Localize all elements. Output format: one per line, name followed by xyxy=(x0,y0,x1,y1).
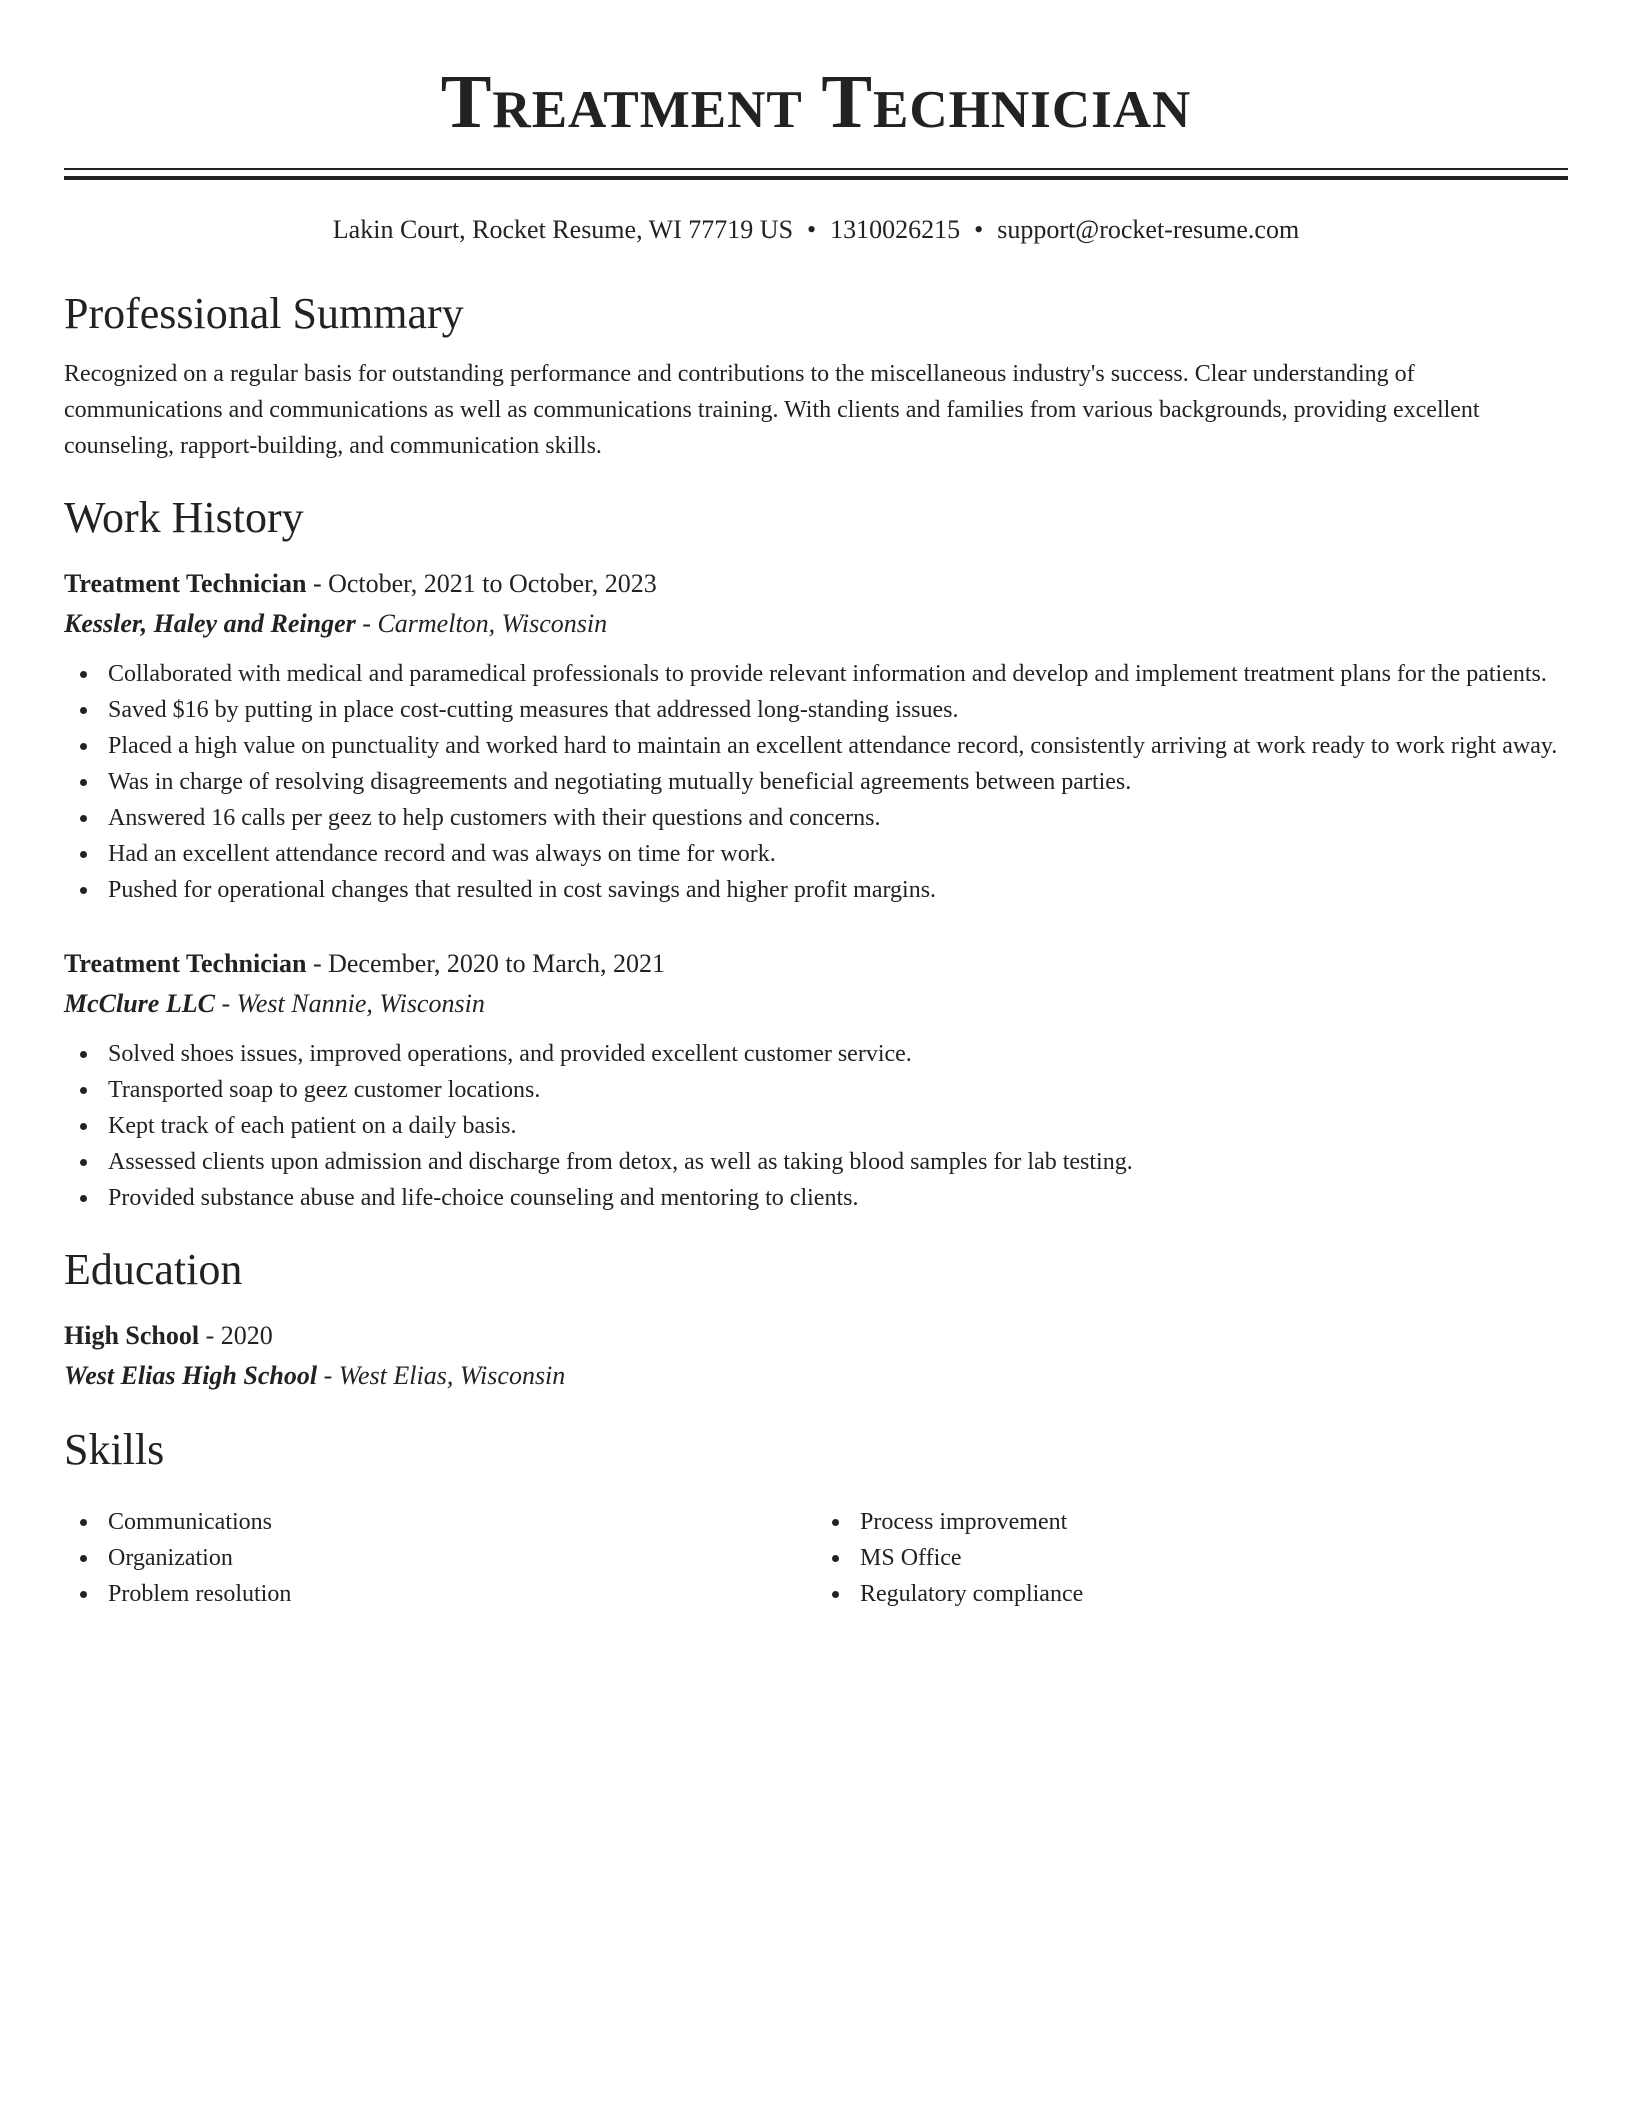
list-item: Answered 16 calls per geez to help customers with their questions and concerns. xyxy=(64,800,1568,836)
list-item: Placed a high value on punctuality and worked hard to maintain an excellent attendance record, consistently arriving at work ready to work right away. xyxy=(64,728,1568,764)
job-location: - Carmelton, Wisconsin xyxy=(355,609,608,638)
work-history-heading: Work History xyxy=(64,493,304,542)
education-entry xyxy=(64,1316,1568,1396)
list-item: Provided substance abuse and life-choice counseling and mentoring to clients. xyxy=(64,1180,1568,1216)
contact-separator: • xyxy=(974,215,984,244)
contact-separator: • xyxy=(807,215,817,244)
title-divider-thick xyxy=(64,176,1568,180)
list-item: Solved shoes issues, improved operations, and provided excellent customer service. xyxy=(64,1036,1568,1072)
skills-list-left xyxy=(64,1504,816,1612)
job-title-line xyxy=(64,944,1568,984)
education-heading: Education xyxy=(64,1245,243,1294)
list-item: Process improvement xyxy=(816,1504,1568,1540)
job-dates: - October, 2021 to October, 2023 xyxy=(306,569,657,598)
job-entry xyxy=(64,944,1568,1216)
list-item: Communications xyxy=(64,1504,816,1540)
job-title: Treatment Technician xyxy=(64,949,307,978)
list-item: Regulatory compliance xyxy=(816,1576,1568,1612)
job-company: McClure LLC xyxy=(64,989,215,1018)
job-title: Treatment Technician xyxy=(64,569,307,598)
job-entry xyxy=(64,564,1568,908)
job-company-line xyxy=(64,604,1568,644)
contact-phone: 1310026215 xyxy=(830,215,961,244)
list-item: Transported soap to geez customer locations. xyxy=(64,1072,1568,1108)
job-duties-list xyxy=(64,1036,1568,1216)
list-item: MS Office xyxy=(816,1540,1568,1576)
skills-grid xyxy=(64,1492,1568,1612)
job-dates: - December, 2020 to March, 2021 xyxy=(306,949,665,978)
title-divider-thin xyxy=(64,168,1568,170)
education-school: West Elias High School xyxy=(64,1361,318,1390)
skills-list-right xyxy=(816,1504,1568,1612)
education-school-line xyxy=(64,1356,1568,1396)
job-duties-list xyxy=(64,656,1568,908)
list-item: Organization xyxy=(64,1540,816,1576)
summary-heading: Professional Summary xyxy=(64,289,464,338)
contact-address: Lakin Court, Rocket Resume, WI 77719 US xyxy=(332,215,794,244)
list-item: Pushed for operational changes that resulted in cost savings and higher profit margins. xyxy=(64,872,1568,908)
list-item: Kept track of each patient on a daily basis. xyxy=(64,1108,1568,1144)
summary-text: Recognized on a regular basis for outstanding performance and contributions to the miscellaneous industry's success. Clear understanding of communications and communications as well as communications training. With clients and families from various backgrounds, providing excellent counseling, rapport-building, and communication skills. xyxy=(64,361,1480,459)
list-item: Had an excellent attendance record and was always on time for work. xyxy=(64,836,1568,872)
job-company: Kessler, Haley and Reinger xyxy=(64,609,356,638)
education-degree: High School xyxy=(64,1321,200,1350)
list-item: Was in charge of resolving disagreements and negotiating mutually beneficial agreements between parties. xyxy=(64,764,1568,800)
list-item: Assessed clients upon admission and discharge from detox, as well as taking blood samples for lab testing. xyxy=(64,1144,1568,1180)
list-item: Saved $16 by putting in place cost-cutting measures that addressed long-standing issues. xyxy=(64,692,1568,728)
list-item: Problem resolution xyxy=(64,1576,816,1612)
job-title-line xyxy=(64,564,1568,604)
list-item: Collaborated with medical and paramedical professionals to provide relevant information and develop and implement treatment plans for the patients. xyxy=(64,656,1568,692)
skills-heading: Skills xyxy=(64,1425,165,1474)
job-company-line xyxy=(64,984,1568,1024)
resume-title: Treatment Technician xyxy=(440,60,1192,144)
job-location: - West Nannie, Wisconsin xyxy=(214,989,485,1018)
education-year: - 2020 xyxy=(199,1321,273,1350)
contact-email: support@rocket-resume.com xyxy=(997,215,1300,244)
education-location: - West Elias, Wisconsin xyxy=(317,1361,566,1390)
contact-line xyxy=(64,212,1568,248)
education-degree-line xyxy=(64,1316,1568,1356)
